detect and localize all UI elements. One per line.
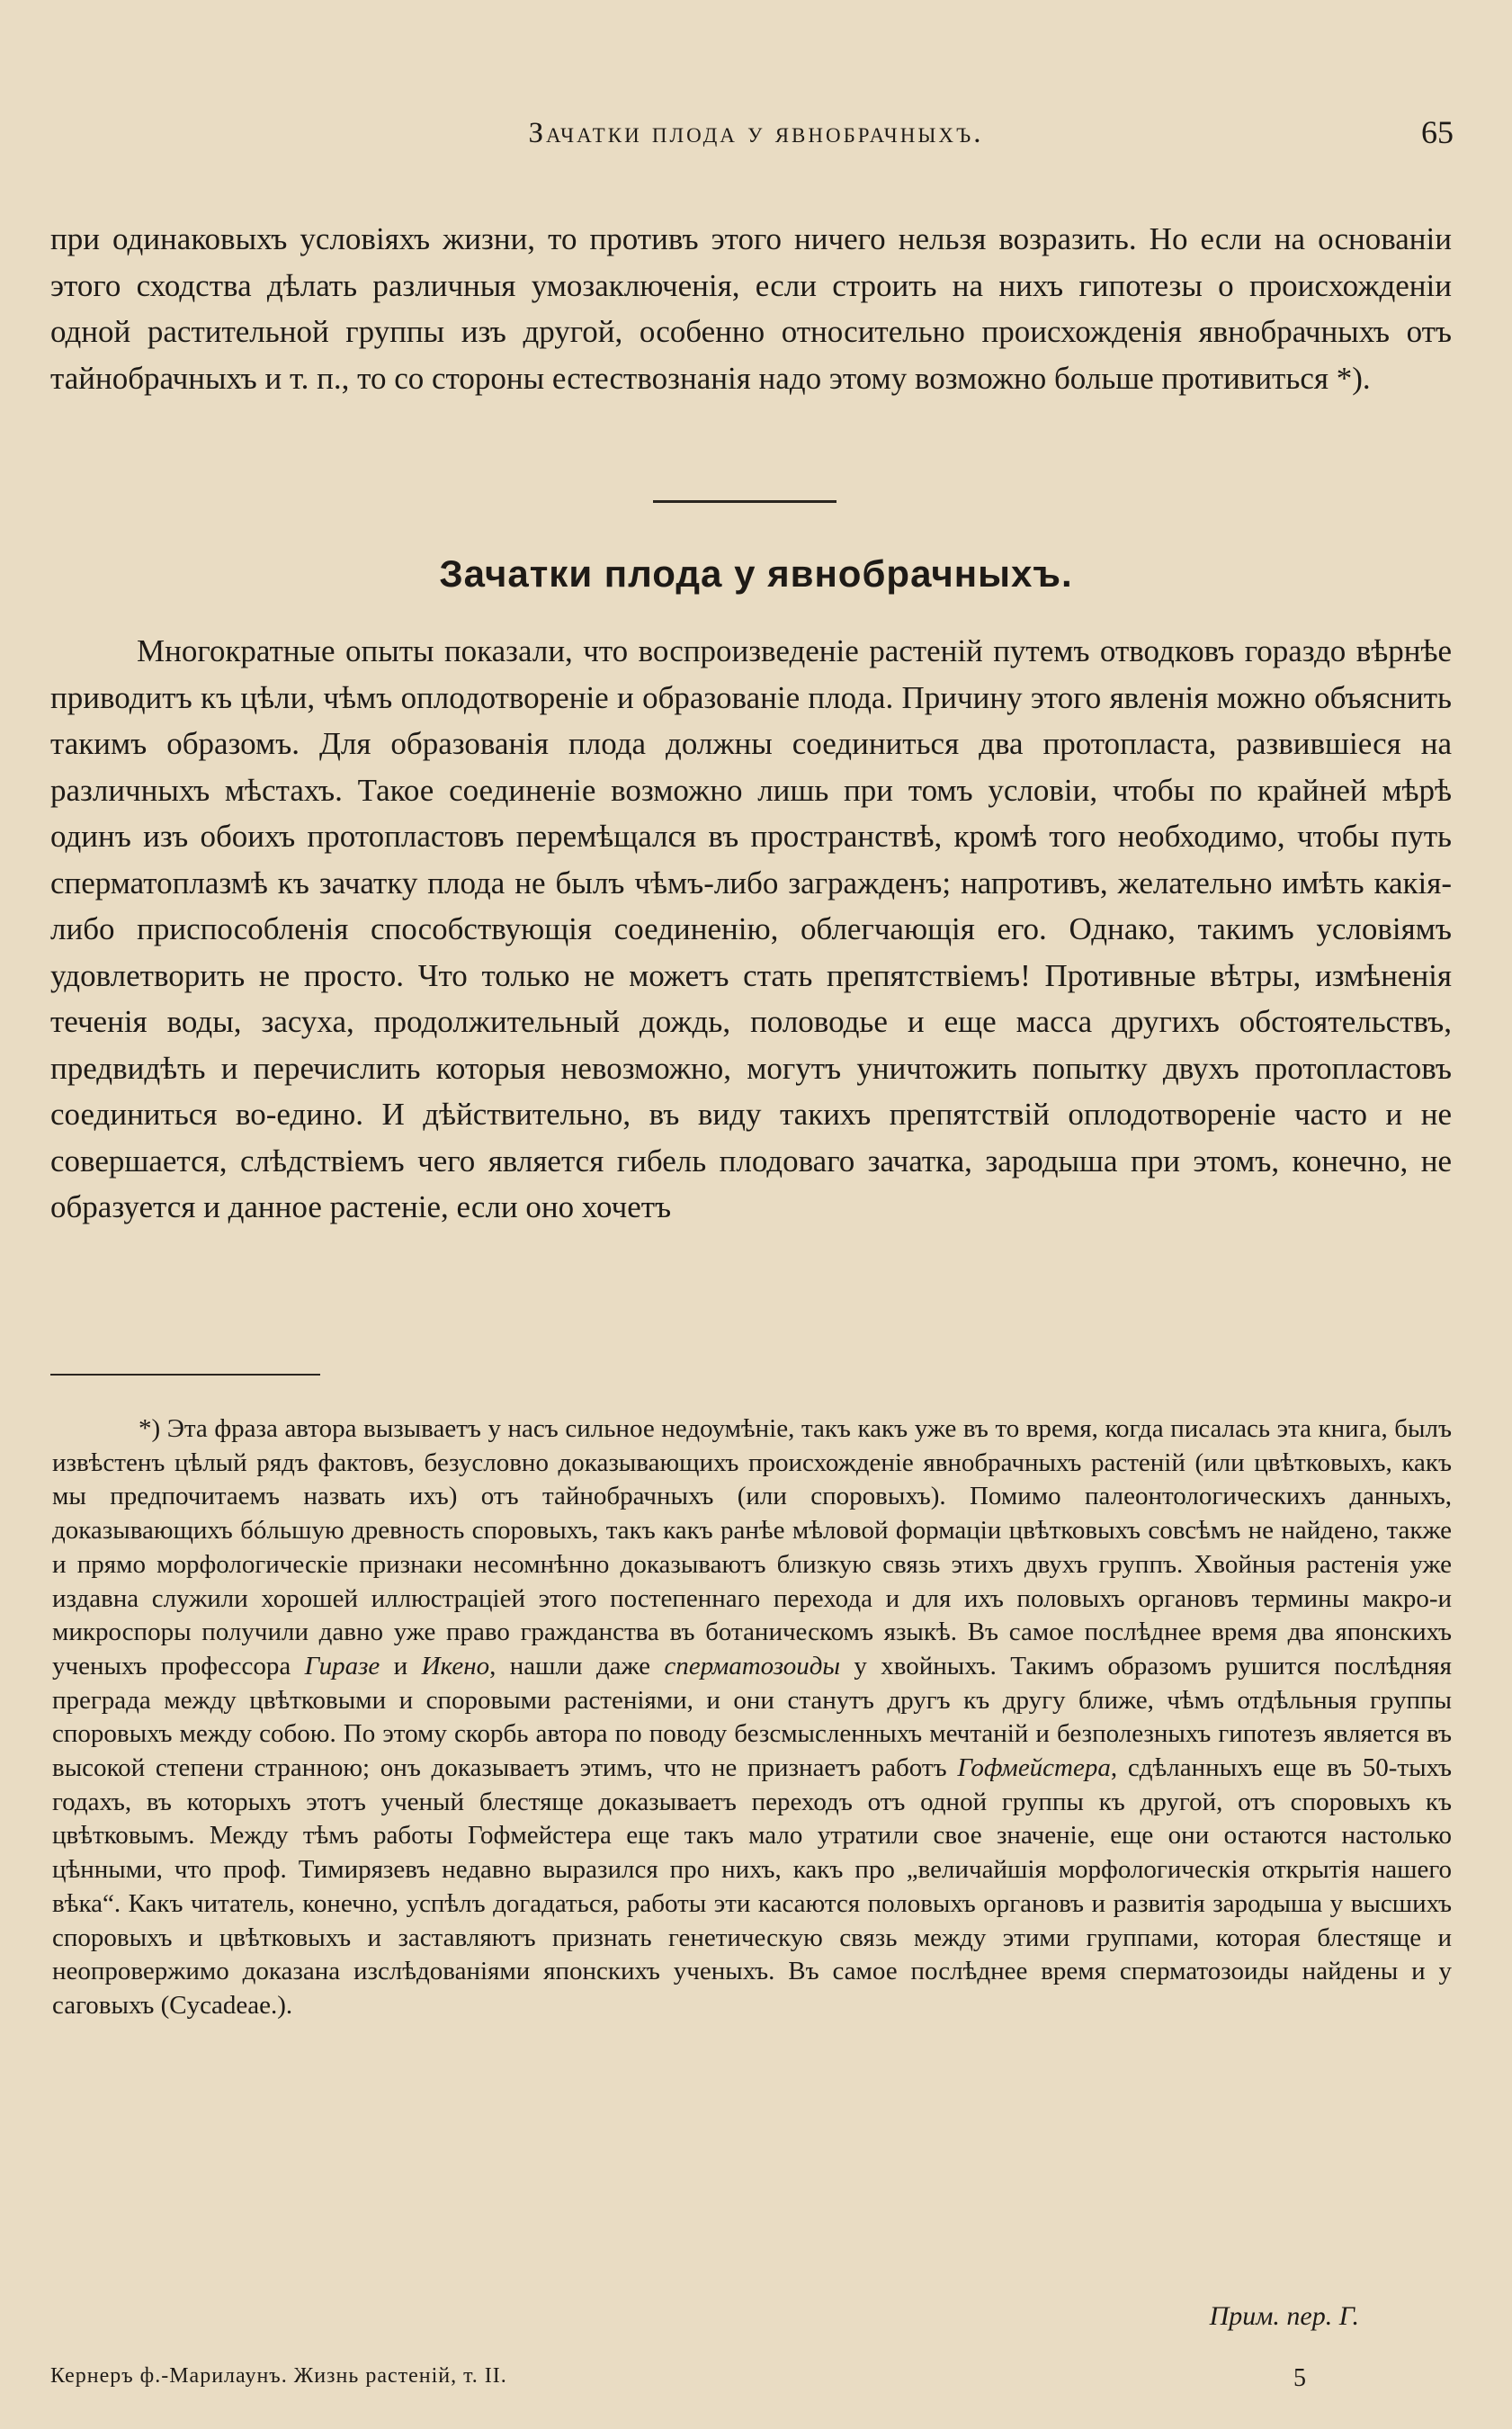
- footer-imprint: Кернеръ ф.-Марилаунъ. Жизнь растеній, т. II.: [50, 2364, 507, 2388]
- footnote-name-ikeno: Икено: [421, 1651, 490, 1681]
- page-number: 65: [1421, 114, 1454, 150]
- intro-paragraph-block: [50, 216, 1452, 401]
- section-paragraph: Многократные опыты показали, что воспроизведеніе растеній путемъ отводковъ гораздо вѣрнѣе приводитъ къ цѣли, чѣмъ оплодотвореніе и образованіе плода. Причину этого явленія можно объяснить такимъ образомъ. Для образованія плода должны соединиться два протопласта, развившіеся на различныхъ мѣстахъ. Такое соединеніе возможно лишь при томъ условіи, чтобы по крайней мѣрѣ одинъ изъ обоихъ протопластовъ перемѣщался въ пространствѣ, кромѣ того необходимо, чтобы путь сперматоплазмѣ къ зачатку плода не былъ чѣмъ-либо загражденъ; напротивъ, желательно имѣть какія-либо приспособленія способствующія соединенію, облегчающія его. Однако, такимъ условіямъ удовлетворить не просто. Что только не можетъ стать препятствіемъ! Противные вѣтры, измѣненія теченія воды, засуха, продолжительный дождь, половодье и еще масса другихъ обстоятельствъ, предвидѣть и перечислить которыя невозможно, могутъ уничтожить попытку двухъ протопластовъ соединиться во-едино. И дѣйствительно, въ виду такихъ препятствій оплодотвореніе часто и не совершается, слѣдствіемъ чего является гибель плодоваго зачатка, зародыша при этомъ, конечно, не образуется и данное растеніе, если оно хочетъ: [50, 633, 1452, 1224]
- running-head: [0, 114, 1512, 153]
- footnote-and: и: [380, 1651, 422, 1681]
- section-divider: [653, 500, 837, 503]
- translator-note-signature: Прим. пер. Г.: [1209, 2301, 1359, 2331]
- footnote-text: [52, 1412, 1452, 2023]
- footnote-divider: [50, 1374, 320, 1376]
- footnote-part-1: *) Эта фраза автора вызываетъ у насъ сильное недоумѣніе, такъ какъ уже въ то время, когда писалась эта книга, былъ извѣстенъ цѣлый рядъ фактовъ, безусловно доказывающихъ происхожденіе явнобрачныхъ растеній (или цвѣтковыхъ, какъ мы предпочитаемъ назвать ихъ) отъ тайнобрачныхъ (или споровыхъ). Помимо палеонтологическихъ данныхъ, доказывающихъ бóльшую древность споровыхъ, такъ какъ ранѣе мѣловой формаціи цвѣтковыхъ совсѣмъ не найдено, также и прямо морфологическіе признаки несомнѣнно доказываютъ близкую связь этихъ двухъ группъ. Хвойныя растенія уже издавна служили хорошей иллюстраціей этого постепеннаго перехода и для ихъ половыхъ органовъ термины макро-и микроспоры получили давно уже право гражданства въ ботаническомъ языкѣ. Въ самое послѣднее время два японскихъ ученыхъ профессора: [52, 1414, 1452, 1681]
- footnote-term-spermatozoids: сперматозоиды: [664, 1651, 840, 1681]
- intro-paragraph: при одинаковыхъ условіяхъ жизни, то противъ этого ничего нельзя возразить. Но если на основаніи этого сходства дѣлать различныя умозаключенія, если строить на нихъ гипотезы о происхожденіи одной растительной группы изъ другой, особенно относительно происхожденія явнобрачныхъ отъ тайнобрачныхъ и т. п., то со стороны естествознанія надо этому возможно больше противиться *).: [50, 221, 1452, 396]
- section-heading: Зачатки плода у явнобрачныхъ.: [439, 552, 1073, 595]
- footnote-part-2: , нашли даже: [489, 1651, 665, 1681]
- footnote-name-hirase: Гиразе: [304, 1651, 380, 1681]
- page-footer: [0, 2364, 1512, 2400]
- footnote-name-hofmeister: Гофмейстера: [957, 1753, 1111, 1783]
- running-title: Зачатки плода у явнобрачныхъ.: [528, 117, 984, 149]
- footer-signature-mark: 5: [1293, 2364, 1307, 2392]
- footnote: [52, 1412, 1452, 2023]
- footnote-part-3: у хвойныхъ. Такимъ образомъ рушится послѣдняя преграда между цвѣтковыми и споровыми растеніями, и они станутъ другъ къ другу ближе, чѣмъ отдѣльныя группы споровыхъ между собою. По этому скорбь автора по поводу безсмысленныхъ мечтаній и безполезныхъ гипотезъ является въ высокой степени странною; онъ доказываетъ этимъ, что не признаетъ работъ: [52, 1651, 1452, 1783]
- section-paragraph-block: [50, 628, 1452, 1231]
- footnote-part-4: , сдѣланныхъ еще въ 50-тыхъ годахъ, въ которыхъ этотъ ученый блестяще доказываетъ переходъ отъ одной группы къ другой, отъ споровыхъ къ цвѣтковымъ. Между тѣмъ работы Гофмейстера еще такъ мало утратили свое значеніе, еще они остаются настолько цѣнными, что проф. Тимирязевъ недавно выразился про нихъ, какъ про „величайшія морфологическія открытія нашего вѣка“. Какъ читатель, конечно, успѣлъ догадаться, работы эти касаются половыхъ органовъ и развитія зародыша у высшихъ споровыхъ и цвѣтковыхъ и заставляютъ признать генетическую связь между этими группами, которая блестяще и неопровержимо доказана изслѣдованіями японскихъ ученыхъ. Въ самое послѣднее время сперматозоиды найдены и у саговыхъ (Cycadeae.).: [52, 1753, 1452, 2020]
